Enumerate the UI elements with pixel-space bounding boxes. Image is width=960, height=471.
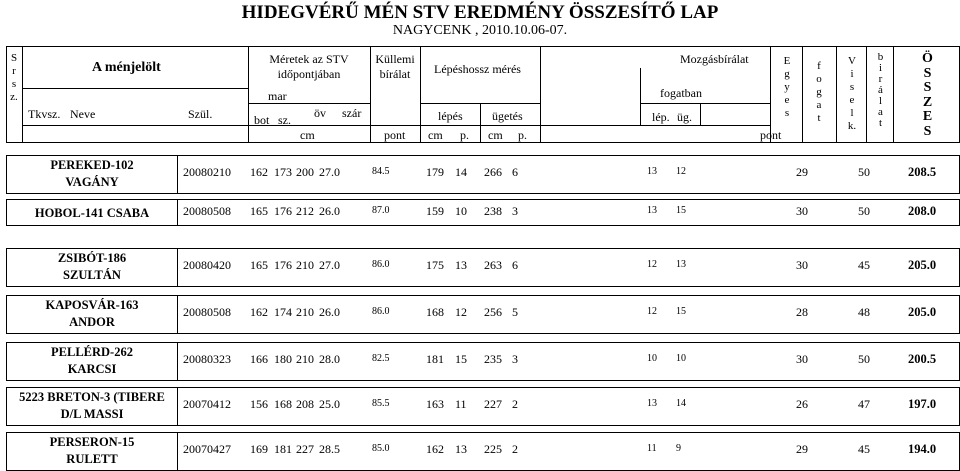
cell-uget-cm: 238 — [484, 204, 502, 218]
cell-szar: 25.0 — [319, 397, 340, 411]
cell-osszes: 197.0 — [908, 397, 937, 411]
cell-szar: 27.0 — [319, 165, 340, 179]
cell-ug: 9 — [676, 443, 681, 454]
horse-name-line1: ZSIBÓT-186 — [57, 251, 127, 265]
horse-name — [8, 344, 176, 378]
header-osszes: Ö S S Z E S — [922, 51, 933, 139]
cell-uget-p: 3 — [512, 204, 518, 218]
cell-lepes-p: 14 — [455, 165, 467, 179]
horse-name — [8, 389, 176, 423]
cell-egyes: 26 — [796, 397, 808, 411]
horse-name — [8, 205, 176, 222]
header-lepes: lépés — [438, 109, 463, 123]
page-subtitle: NAGYCENK , 2010.10.06-07. — [392, 23, 568, 38]
cell-egyes: 29 — [796, 442, 808, 456]
header-meretek: Méretek az STV időpontjában — [269, 52, 349, 81]
cell-kullemi: 86.0 — [372, 259, 390, 270]
header-bot: bot — [254, 113, 270, 127]
cell-egyes: 30 — [796, 258, 808, 272]
cell-szul: 20080420 — [183, 258, 231, 272]
cell-szar: 28.5 — [319, 442, 340, 456]
cell-lep: 13 — [647, 398, 657, 409]
header-pont2: pont — [760, 128, 782, 142]
header-fogat: f o g a t — [816, 60, 822, 124]
header-neve: Neve — [70, 107, 96, 121]
cell-egyes: 30 — [796, 352, 808, 366]
cell-kullemi: 82.5 — [372, 353, 390, 364]
cell-uget-cm: 225 — [484, 442, 502, 456]
cell-uget-p: 3 — [512, 352, 518, 366]
cell-kullemi: 86.0 — [372, 306, 390, 317]
cell-lep: 13 — [647, 205, 657, 216]
cell-sz: 176 — [274, 258, 292, 272]
cell-lepes-cm: 179 — [426, 165, 444, 179]
cell-ov: 227 — [296, 442, 314, 456]
cell-ug: 15 — [676, 306, 686, 317]
cell-visel: 45 — [858, 258, 870, 272]
cell-uget-cm: 227 — [484, 397, 502, 411]
cell-uget-cm: 235 — [484, 352, 502, 366]
cell-szul: 20080508 — [183, 305, 231, 319]
cell-ov: 208 — [296, 397, 314, 411]
cell-kullemi: 87.0 — [372, 205, 390, 216]
header-biralat: b i r á l a t — [877, 51, 884, 129]
header-mozgas: Mozgásbírálat — [680, 52, 749, 66]
header-ov: öv — [314, 106, 326, 120]
cell-kullemi: 85.0 — [372, 443, 390, 454]
cell-lepes-p: 10 — [455, 204, 467, 218]
header-pont1: pont — [384, 128, 406, 142]
cell-visel: 50 — [858, 165, 870, 179]
cell-lepes-cm: 162 — [426, 442, 444, 456]
header-s-col: S r s z. — [10, 52, 18, 103]
horse-name-line2: SZULTÁN — [63, 268, 121, 282]
cell-bot: 169 — [250, 442, 268, 456]
cell-szul: 20080210 — [183, 165, 231, 179]
cell-kullemi: 84.5 — [372, 166, 390, 177]
cell-lepes-p: 11 — [455, 397, 467, 411]
cell-kullemi: 85.5 — [372, 398, 390, 409]
horse-name-line2: RULETT — [66, 452, 118, 466]
cell-ov: 200 — [296, 165, 314, 179]
cell-visel: 50 — [858, 204, 870, 218]
cell-visel: 45 — [858, 442, 870, 456]
cell-lep: 10 — [647, 353, 657, 364]
cell-ug: 15 — [676, 205, 686, 216]
cell-ov: 210 — [296, 352, 314, 366]
cell-szar: 27.0 — [319, 258, 340, 272]
cell-osszes: 208.5 — [908, 165, 937, 179]
header-ug: üg. — [677, 110, 692, 124]
header-menjelolt: A ménjelölt — [92, 60, 161, 75]
horse-name — [8, 250, 176, 284]
header-kullemi: Küllemi bírálat — [375, 52, 415, 81]
cell-lepes-p: 15 — [455, 352, 467, 366]
header-cm3: cm — [488, 128, 503, 142]
header-lepeshossz: Lépéshossz mérés — [434, 62, 521, 76]
cell-ug: 14 — [676, 398, 686, 409]
cell-bot: 165 — [250, 204, 268, 218]
cell-uget-cm: 263 — [484, 258, 502, 272]
header-p1: p. — [460, 128, 469, 142]
cell-szul: 20070427 — [183, 442, 231, 456]
cell-lep: 12 — [647, 259, 657, 270]
horse-name-line1: KAPOSVÁR-163 — [45, 298, 139, 312]
horse-name-line2: ANDOR — [69, 315, 115, 329]
cell-lepes-cm: 163 — [426, 397, 444, 411]
horse-name — [8, 157, 176, 191]
cell-bot: 162 — [250, 165, 268, 179]
cell-egyes: 29 — [796, 165, 808, 179]
horse-name-line1: PERSERON-15 — [49, 435, 135, 449]
cell-visel: 50 — [858, 352, 870, 366]
cell-uget-p: 6 — [512, 165, 518, 179]
cell-uget-p: 6 — [512, 258, 518, 272]
header-egyes: E g y e s — [783, 55, 791, 119]
cell-szul: 20080323 — [183, 352, 231, 366]
cell-sz: 176 — [274, 204, 292, 218]
cell-uget-cm: 266 — [484, 165, 502, 179]
cell-sz: 168 — [274, 397, 292, 411]
cell-sz: 180 — [274, 352, 292, 366]
cell-lepes-p: 12 — [455, 305, 467, 319]
cell-lepes-p: 13 — [455, 258, 467, 272]
cell-lepes-cm: 181 — [426, 352, 444, 366]
cell-osszes: 194.0 — [908, 442, 937, 456]
cell-sz: 174 — [274, 305, 292, 319]
cell-ug: 13 — [676, 259, 686, 270]
cell-szul: 20080508 — [183, 204, 231, 218]
cell-lepes-cm: 159 — [426, 204, 444, 218]
horse-name-line1: PEREKED-102 — [50, 158, 134, 172]
cell-lep: 13 — [647, 166, 657, 177]
cell-osszes: 205.0 — [908, 258, 937, 272]
horse-name-line1: PELLÉRD-262 — [51, 345, 133, 359]
cell-lepes-p: 13 — [455, 442, 467, 456]
cell-lep: 11 — [647, 443, 657, 454]
cell-sz: 173 — [274, 165, 292, 179]
cell-sz: 181 — [274, 442, 292, 456]
cell-bot: 162 — [250, 305, 268, 319]
horse-name-line2: KARCSI — [67, 362, 117, 376]
cell-ov: 210 — [296, 258, 314, 272]
horse-name-line2: VAGÁNY — [65, 175, 119, 189]
cell-uget-p: 2 — [512, 397, 518, 411]
cell-szar: 26.0 — [319, 305, 340, 319]
header-tkvsz: Tkvsz. — [28, 107, 61, 121]
cell-szul: 20070412 — [183, 397, 231, 411]
cell-bot: 166 — [250, 352, 268, 366]
cell-uget-p: 5 — [512, 305, 518, 319]
header-fogatban: fogatban — [660, 86, 702, 100]
horse-name — [8, 297, 176, 331]
header-sz: sz. — [278, 113, 291, 127]
cell-ug: 12 — [676, 166, 686, 177]
horse-name — [8, 434, 176, 468]
cell-bot: 156 — [250, 397, 268, 411]
cell-visel: 48 — [858, 305, 870, 319]
header-szar: szár — [342, 106, 362, 120]
header-cm2: cm — [428, 128, 443, 142]
header-ugetes: ügetés — [492, 109, 523, 123]
header-cm1: cm — [300, 128, 315, 142]
cell-lepes-cm: 168 — [426, 305, 444, 319]
cell-osszes: 208.0 — [908, 204, 937, 218]
header-szul: Szül. — [188, 107, 213, 121]
cell-ov: 210 — [296, 305, 314, 319]
horse-name-line2: D/L MASSI — [60, 407, 124, 421]
cell-uget-p: 2 — [512, 442, 518, 456]
cell-osszes: 200.5 — [908, 352, 937, 366]
cell-egyes: 30 — [796, 204, 808, 218]
cell-szar: 28.0 — [319, 352, 340, 366]
cell-szar: 26.0 — [319, 204, 340, 218]
header-p2: p. — [518, 128, 527, 142]
cell-bot: 165 — [250, 258, 268, 272]
cell-visel: 47 — [858, 397, 870, 411]
cell-ug: 10 — [676, 353, 686, 364]
cell-lep: 12 — [647, 306, 657, 317]
horse-name-line1: 5223 BRETON-3 (TIBERE — [19, 390, 165, 404]
header-lep: lép. — [652, 110, 670, 124]
page-title: HIDEGVÉRŰ MÉN STV EREDMÉNY ÖSSZESÍTŐ LAP — [241, 2, 719, 23]
cell-lepes-cm: 175 — [426, 258, 444, 272]
cell-egyes: 28 — [796, 305, 808, 319]
cell-ov: 212 — [296, 204, 314, 218]
horse-name-line1: HOBOL-141 CSABA — [34, 206, 150, 220]
header-visel: V i s e l k. — [847, 55, 857, 132]
cell-osszes: 205.0 — [908, 305, 937, 319]
cell-uget-cm: 256 — [484, 305, 502, 319]
header-mar: mar — [268, 89, 287, 103]
